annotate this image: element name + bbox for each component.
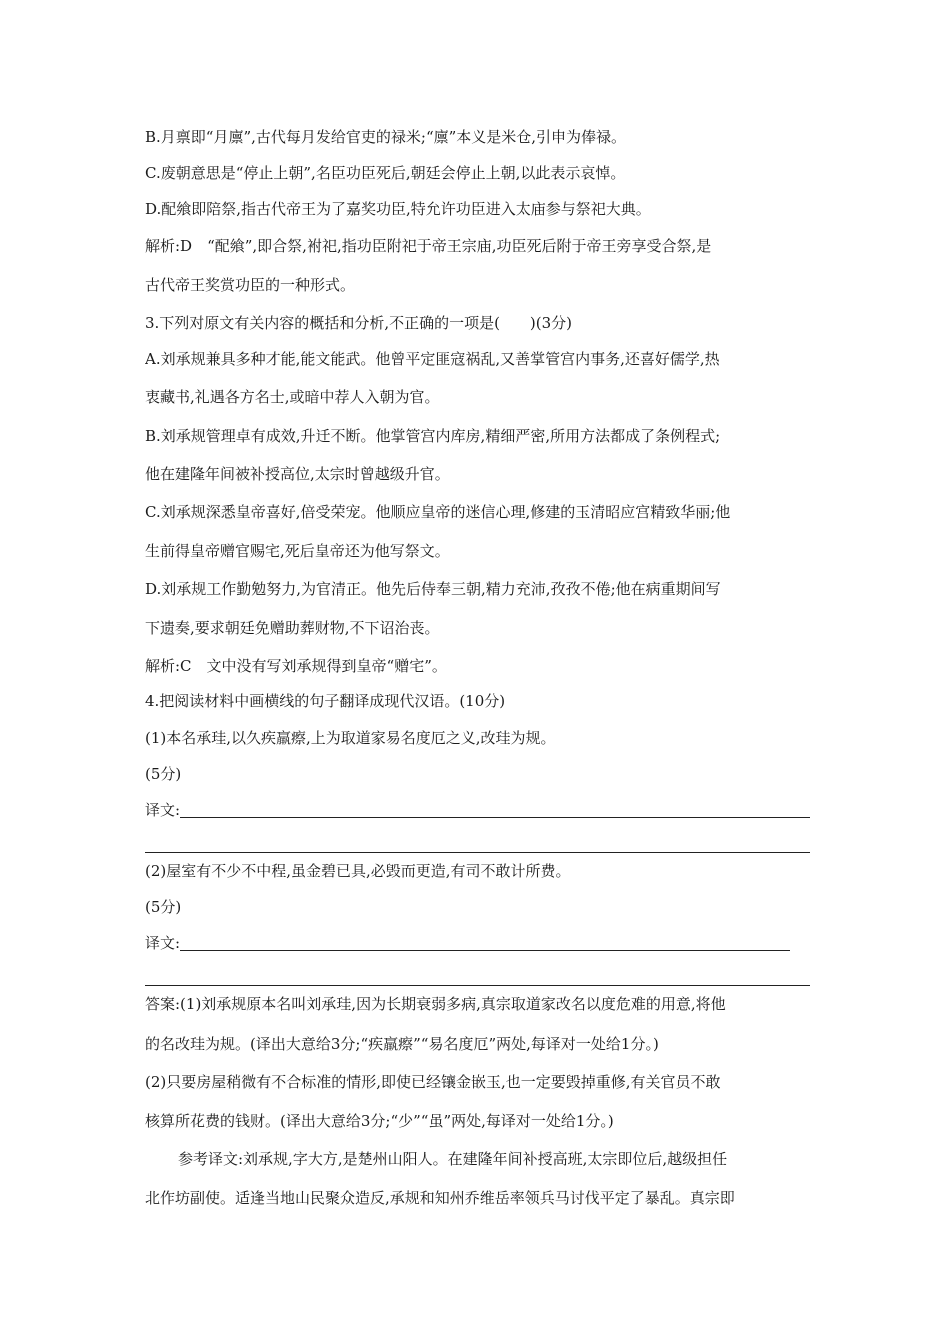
- translation-label: 译文:: [145, 934, 181, 952]
- q3-option-a-line-2: 衷藏书,礼遇各方名士,或暗中荐人入朝为官。: [145, 388, 440, 406]
- q3-option-a-line-1: A.刘承规兼具多种才能,能文能武。他曾平定匪寇祸乱,又善掌管宫内事务,还喜好儒学,热: [145, 350, 720, 368]
- q3-analysis: 解析:C 文中没有写刘承规得到皇帝“赠宅”。: [145, 657, 447, 675]
- option-d-line: D.配飨即陪祭,指古代帝王为了嘉奖功臣,特允许功臣进入太庙参与祭祀大典。: [145, 200, 651, 218]
- reference-translation-line-2: 北作坊副使。适逢当地山民聚众造反,承规和知州乔维岳率领兵马讨伐平定了暴乱。真宗即: [145, 1189, 735, 1207]
- reference-translation-line-1: 参考译文:刘承规,字大方,是楚州山阳人。在建隆年间补授高班,太宗即位后,越级担任: [178, 1150, 728, 1168]
- q3-option-b-line-1: B.刘承规管理卓有成效,升迁不断。他掌管宫内库房,精细严密,所用方法都成了条例程式;: [145, 427, 721, 445]
- q4-sentence-2: (2)屋室有不少不中程,虽金碧已具,必毁而更造,有司不敢计所费。: [145, 862, 571, 880]
- answer-blank[interactable]: [180, 816, 810, 818]
- q4-score-2: (5分): [145, 898, 182, 916]
- answer-blank-continuation[interactable]: [145, 852, 810, 853]
- question-3-title: 3.下列对原文有关内容的概括和分析,不正确的一项是( )(3分): [145, 314, 573, 332]
- answer-blank-continuation[interactable]: [145, 985, 810, 986]
- answer-line-2: 的名改珪为规。(译出大意给3分;“疾羸瘵”“易名度厄”两处,每译对一处给1分。): [145, 1035, 659, 1053]
- q3-option-c-line-2: 生前得皇帝赠官赐宅,死后皇帝还为他写祭文。: [145, 542, 450, 560]
- option-c-line: C.废朝意思是“停止上朝”,名臣功臣死后,朝廷会停止上朝,以此表示哀悼。: [145, 164, 626, 182]
- question-4-title: 4.把阅读材料中画横线的句子翻译成现代汉语。(10分): [145, 692, 506, 710]
- q3-option-b-line-2: 他在建隆年间被补授高位,太宗时曾越级升官。: [145, 465, 450, 483]
- option-b-line: B.月禀即“月廪”,古代每月发给官吏的禄米;“廪”本义是米仓,引申为俸禄。: [145, 128, 627, 146]
- answer-line-1: 答案:(1)刘承规原本名叫刘承珪,因为长期衰弱多病,真宗取道家改名以度危难的用意,将他: [145, 995, 726, 1013]
- translation-label: 译文:: [145, 801, 181, 819]
- q3-option-d-line-2: 下遗奏,要求朝廷免赠助葬财物,不下诏治丧。: [145, 619, 440, 637]
- q4-score-1: (5分): [145, 765, 182, 783]
- analysis-line-1: 解析:D “配飨”,即合祭,袝祀,指功臣附祀于帝王宗庙,功臣死后附于帝王旁享受合祭,是: [145, 237, 712, 255]
- q4-sentence-1: (1)本名承珪,以久疾羸瘵,上为取道家易名度厄之义,改珪为规。: [145, 729, 556, 747]
- q3-option-d-line-1: D.刘承规工作勤勉努力,为官清正。他先后侍奉三朝,精力充沛,孜孜不倦;他在病重期间写: [145, 580, 721, 598]
- translation-row-2: [145, 933, 810, 953]
- answer-line-3: (2)只要房屋稍微有不合标准的情形,即使已经镶金嵌玉,也一定要毁掉重修,有关官员不敢: [145, 1073, 721, 1091]
- q3-option-c-line-1: C.刘承规深悉皇帝喜好,倍受荣宠。他顺应皇帝的迷信心理,修建的玉清昭应宫精致华丽;他: [145, 503, 731, 521]
- analysis-line-2: 古代帝王奖赏功臣的一种形式。: [145, 276, 356, 294]
- answer-line-4: 核算所花费的钱财。(译出大意给3分;“少”“虽”两处,每译对一处给1分。): [145, 1112, 614, 1130]
- translation-row-1: [145, 800, 810, 820]
- answer-blank[interactable]: [180, 949, 790, 951]
